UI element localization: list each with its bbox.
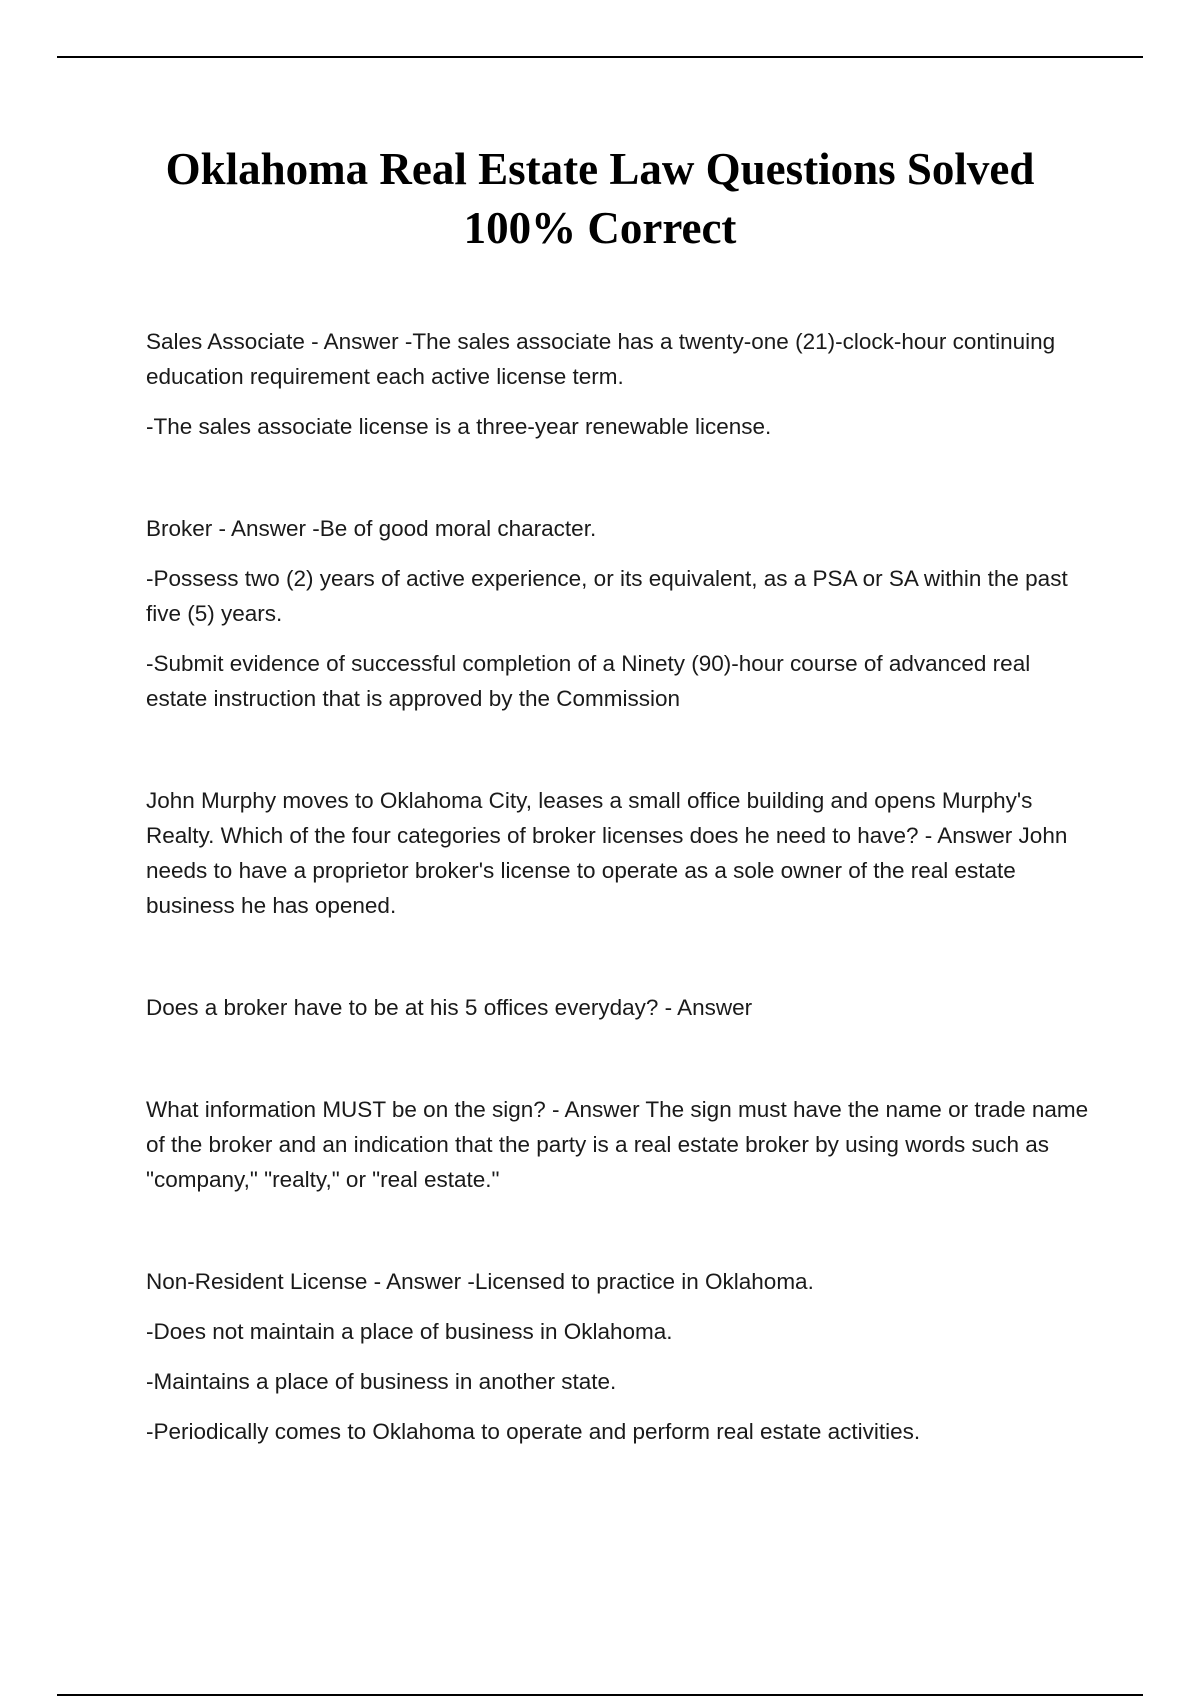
qa-paragraph: -The sales associate license is a three-year renewable license. [146,414,772,439]
qa-paragraph: Broker - Answer -Be of good moral character. [146,516,597,541]
document-title [100,140,1100,258]
qa-entry-sales-associate [146,324,1096,444]
qa-paragraph: -Possess two (2) years of active experience, or its equivalent, as a PSA or SA within the past five (5) years. [146,566,1068,626]
qa-paragraph: -Periodically comes to Oklahoma to operate and perform real estate activities. [146,1419,921,1444]
qa-paragraph: Non-Resident License - Answer -Licensed to practice in Oklahoma. [146,1269,814,1294]
header-rule [57,56,1143,58]
qa-paragraph: John Murphy moves to Oklahoma City, leases a small office building and opens Murphy's Realty. Which of the four categories of broker licenses does he need to have? - Answer John needs to have a proprietor broker's license to operate as a sole owner of the real estate business he has opened. [146,788,1068,918]
qa-paragraph: -Submit evidence of successful completion of a Ninety (90)-hour course of advanced real estate instruction that is approved by the Commission [146,651,1031,711]
qa-entry-broker [146,511,1096,716]
qa-entry-broker-offices [146,990,1096,1025]
qa-entry-sign-information [146,1092,1096,1197]
qa-entry-john-murphy [146,783,1096,923]
qa-paragraph: Sales Associate - Answer -The sales associate has a twenty-one (21)-clock-hour continuing education requirement each active license term. [146,329,1056,389]
footer-rule [57,1694,1143,1696]
qa-paragraph: -Maintains a place of business in another state. [146,1369,617,1394]
qa-list [146,324,1096,1449]
qa-paragraph: Does a broker have to be at his 5 offices everyday? - Answer [146,995,753,1020]
document-title-line-2: 100% Correct [463,203,737,253]
qa-entry-non-resident-license [146,1264,1096,1449]
document-title-line-1: Oklahoma Real Estate Law Questions Solved [165,144,1035,194]
qa-paragraph: What information MUST be on the sign? - Answer The sign must have the name or trade name of the broker and an indication that the party is a real estate broker by using words such as "company," "realty," or "real estate." [146,1097,1089,1192]
qa-paragraph: -Does not maintain a place of business in Oklahoma. [146,1319,673,1344]
